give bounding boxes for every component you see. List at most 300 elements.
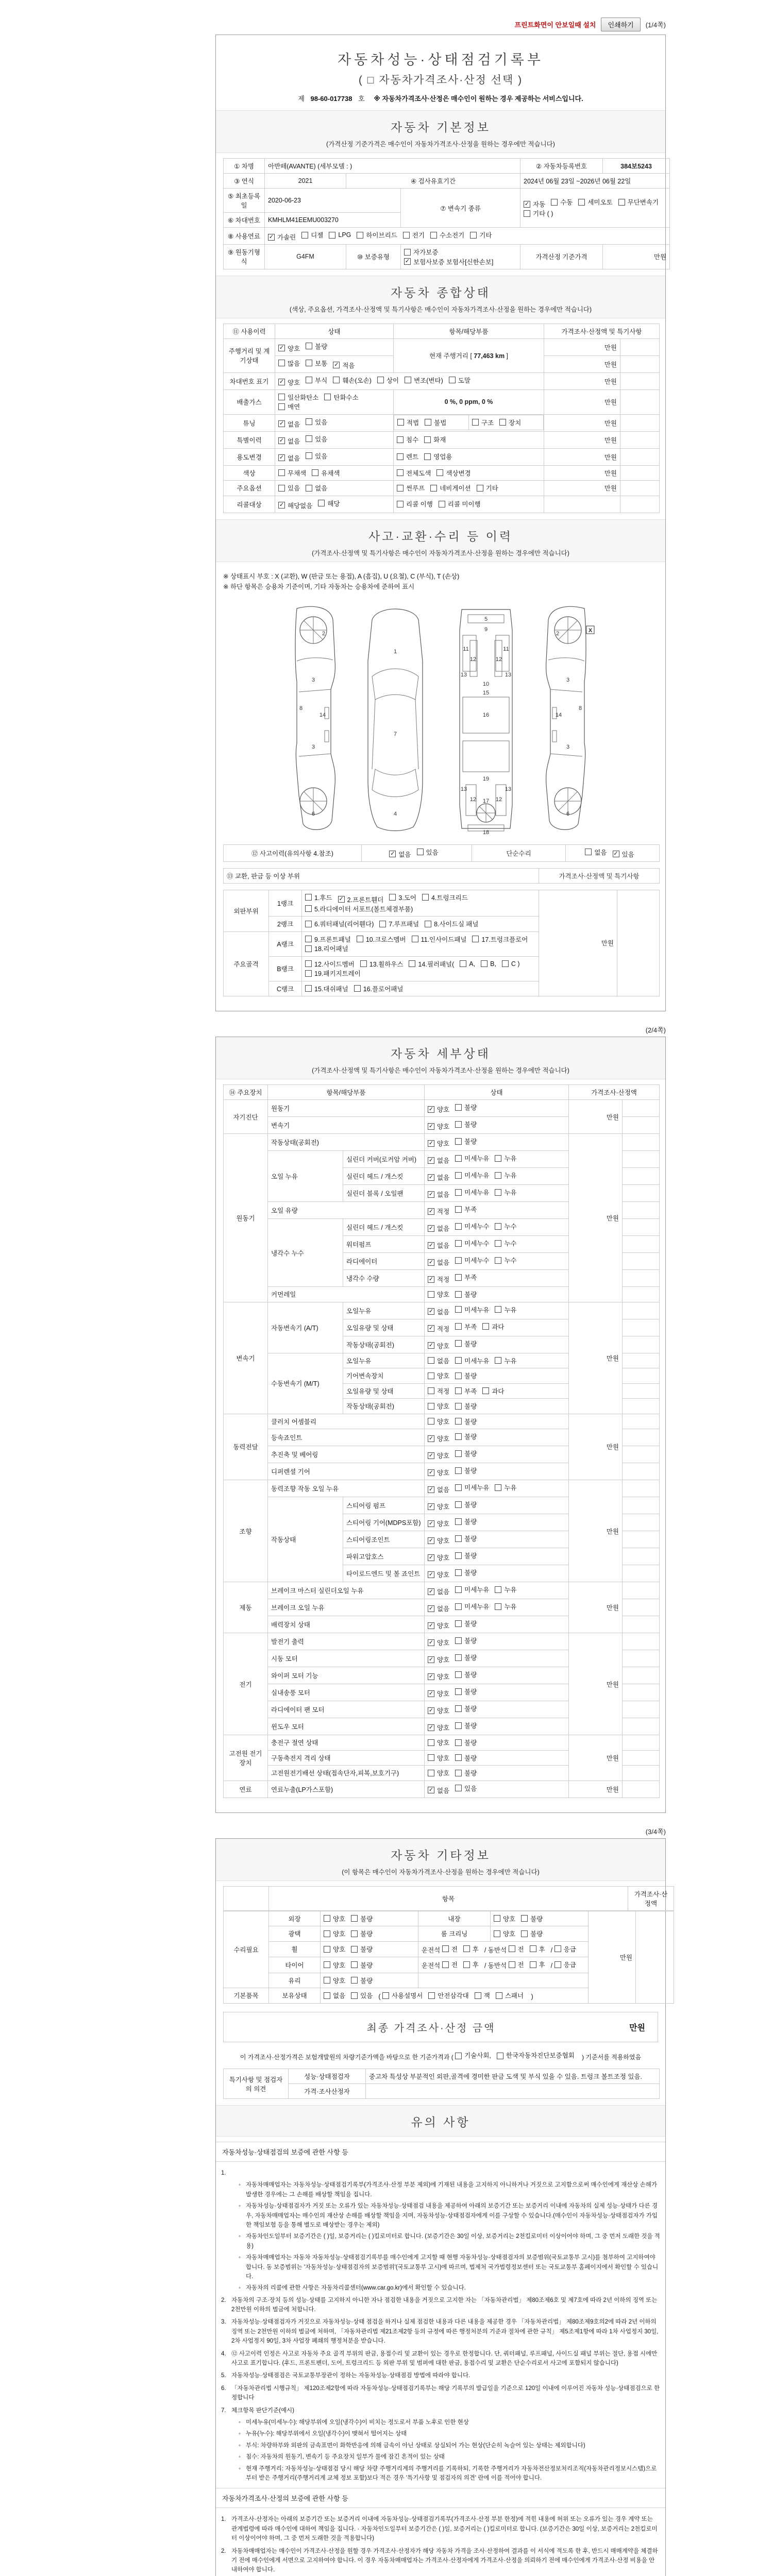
checkbox-icon[interactable]	[428, 1992, 435, 1999]
checkbox-option[interactable]	[481, 960, 496, 968]
checkbox-icon[interactable]	[530, 1961, 536, 1968]
checkbox-icon[interactable]	[455, 1770, 462, 1776]
checkbox-icon[interactable]	[455, 1223, 462, 1230]
checkbox-option[interactable]	[428, 1173, 449, 1182]
checkbox-option[interactable]	[428, 1341, 449, 1350]
checkbox-icon[interactable]	[306, 377, 312, 383]
checkbox-option[interactable]	[351, 1976, 373, 1985]
checkbox-icon[interactable]: ✓	[428, 1656, 434, 1663]
checkbox-icon[interactable]	[455, 1121, 462, 1128]
checkbox-option[interactable]	[455, 1273, 477, 1282]
checkbox-option[interactable]	[428, 1275, 449, 1284]
checkbox-option[interactable]	[428, 1122, 449, 1131]
checkbox-option[interactable]	[428, 1156, 449, 1165]
checkbox-option[interactable]	[357, 230, 397, 240]
checkbox-option[interactable]	[278, 344, 300, 353]
checkbox-icon[interactable]	[442, 1945, 449, 1952]
checkbox-icon[interactable]	[351, 1992, 358, 1999]
checkbox-option[interactable]	[351, 1944, 373, 1954]
checkbox-option[interactable]	[495, 1171, 516, 1180]
checkbox-icon[interactable]	[455, 1433, 462, 1440]
checkbox-icon[interactable]: ✓	[428, 1123, 434, 1129]
checkbox-option[interactable]	[428, 1502, 449, 1511]
checkbox-icon[interactable]	[422, 894, 429, 901]
checkbox-option[interactable]	[449, 376, 470, 385]
checkbox-option[interactable]	[428, 1553, 449, 1562]
checkbox-option[interactable]	[324, 1914, 345, 1923]
checkbox-option[interactable]	[278, 436, 300, 446]
checkbox-option[interactable]	[377, 376, 399, 385]
checkbox-option[interactable]	[428, 1655, 449, 1664]
checkbox-option[interactable]	[578, 197, 612, 207]
checkbox-option[interactable]	[306, 451, 327, 461]
checkbox-icon[interactable]	[306, 485, 312, 492]
checkbox-option[interactable]	[428, 1290, 449, 1299]
checkbox-option[interactable]	[428, 1105, 449, 1114]
checkbox-option[interactable]	[455, 1602, 489, 1611]
checkbox-icon[interactable]	[357, 232, 363, 239]
checkbox-option[interactable]	[455, 1205, 477, 1214]
checkbox-icon[interactable]	[495, 1155, 501, 1162]
checkbox-icon[interactable]: ✓	[428, 1554, 434, 1561]
checkbox-option[interactable]	[495, 1154, 516, 1163]
checkbox-option[interactable]	[455, 1687, 477, 1696]
install-notice-link[interactable]: 프린트화면이 안보일때 설치	[514, 21, 596, 29]
checkbox-option[interactable]	[351, 1929, 373, 1938]
checkbox-icon[interactable]: ✓	[334, 362, 339, 368]
checkbox-option[interactable]	[497, 2050, 575, 2061]
checkbox-option[interactable]	[442, 1960, 458, 1969]
checkbox-option[interactable]	[278, 468, 306, 478]
checkbox-icon[interactable]: ✓	[428, 1208, 434, 1214]
checkbox-icon[interactable]	[455, 1387, 462, 1394]
checkbox-icon[interactable]	[455, 1372, 462, 1379]
checkbox-option[interactable]	[455, 1784, 477, 1793]
checkbox-option[interactable]	[424, 452, 452, 461]
checkbox-icon[interactable]: ✓	[428, 1537, 434, 1544]
checkbox-icon[interactable]: ✓	[428, 1571, 434, 1578]
checkbox-icon[interactable]	[312, 469, 318, 476]
checkbox-icon[interactable]	[495, 1240, 501, 1247]
checkbox-option[interactable]	[455, 1568, 477, 1577]
checkbox-icon[interactable]	[278, 403, 285, 410]
checkbox-option[interactable]	[530, 1944, 545, 1954]
checkbox-icon[interactable]	[305, 905, 312, 912]
checkbox-icon[interactable]	[455, 1206, 462, 1213]
checkbox-icon[interactable]	[305, 985, 312, 992]
checkbox-option[interactable]	[495, 1602, 516, 1611]
checkbox-icon[interactable]	[351, 1961, 358, 1968]
checkbox-icon[interactable]	[578, 199, 585, 206]
checkbox-icon[interactable]	[530, 1945, 536, 1952]
checkbox-option[interactable]	[428, 1485, 449, 1494]
checkbox-icon[interactable]	[278, 469, 285, 476]
checkbox-option[interactable]	[455, 1721, 477, 1730]
checkbox-icon[interactable]	[436, 469, 443, 476]
checkbox-icon[interactable]	[389, 894, 396, 901]
checkbox-icon[interactable]: ✓	[428, 1225, 434, 1231]
checkbox-icon[interactable]	[460, 960, 466, 967]
checkbox-option[interactable]	[428, 1738, 449, 1747]
checkbox-icon[interactable]	[306, 418, 312, 425]
checkbox-icon[interactable]	[554, 1961, 561, 1968]
checkbox-option[interactable]	[495, 1222, 516, 1231]
checkbox-option[interactable]	[455, 1768, 477, 1777]
checkbox-icon[interactable]	[412, 936, 418, 942]
checkbox-option[interactable]	[455, 1386, 477, 1396]
checkbox-option[interactable]	[530, 1960, 545, 1969]
checkbox-option[interactable]	[455, 1154, 489, 1163]
checkbox-option[interactable]	[442, 1944, 458, 1954]
checkbox-icon[interactable]	[455, 1155, 462, 1162]
checkbox-icon[interactable]	[318, 500, 325, 506]
checkbox-option[interactable]	[305, 935, 351, 944]
checkbox-option[interactable]	[333, 361, 355, 370]
checkbox-icon[interactable]	[455, 1484, 462, 1491]
checkbox-icon[interactable]	[305, 921, 312, 927]
checkbox-option[interactable]	[460, 960, 475, 968]
checkbox-option[interactable]	[305, 969, 361, 978]
checkbox-option[interactable]	[428, 1371, 449, 1380]
checkbox-option[interactable]	[324, 1991, 345, 2000]
checkbox-icon[interactable]	[428, 1387, 434, 1394]
checkbox-icon[interactable]	[397, 469, 404, 476]
checkbox-option[interactable]	[278, 359, 300, 368]
checkbox-icon[interactable]	[482, 1323, 489, 1330]
checkbox-option[interactable]	[305, 984, 348, 993]
checkbox-icon[interactable]: ✓	[428, 1308, 434, 1314]
checkbox-icon[interactable]	[428, 1372, 434, 1379]
checkbox-icon[interactable]	[495, 1586, 501, 1593]
checkbox-option[interactable]	[472, 418, 494, 427]
checkbox-icon[interactable]	[424, 436, 431, 443]
checkbox-icon[interactable]	[324, 1961, 330, 1968]
checkbox-icon[interactable]	[495, 1257, 501, 1264]
checkbox-option[interactable]	[428, 1519, 449, 1528]
checkbox-option[interactable]	[455, 1636, 477, 1645]
checkbox-option[interactable]	[551, 197, 573, 207]
checkbox-icon[interactable]: ✓	[428, 1639, 434, 1646]
checkbox-icon[interactable]	[455, 1722, 462, 1729]
checkbox-option[interactable]	[278, 501, 312, 510]
checkbox-icon[interactable]	[455, 1450, 462, 1457]
checkbox-option[interactable]	[463, 1944, 479, 1954]
checkbox-option[interactable]	[428, 1604, 449, 1613]
checkbox-icon[interactable]	[455, 1306, 462, 1313]
checkbox-icon[interactable]	[333, 377, 340, 383]
checkbox-icon[interactable]	[455, 1688, 462, 1695]
checkbox-option[interactable]	[494, 1929, 515, 1938]
checkbox-option[interactable]	[455, 1483, 489, 1492]
checkbox-option[interactable]	[455, 1738, 477, 1747]
checkbox-icon[interactable]	[278, 485, 285, 492]
checkbox-icon[interactable]: ✓	[428, 1469, 434, 1476]
checkbox-option[interactable]	[351, 1960, 373, 1970]
checkbox-icon[interactable]	[306, 435, 312, 442]
checkbox-icon[interactable]	[524, 210, 530, 217]
checkbox-option[interactable]	[455, 1551, 477, 1560]
checkbox-option[interactable]	[455, 1401, 477, 1411]
checkbox-option[interactable]	[305, 919, 374, 928]
checkbox-icon[interactable]	[470, 232, 477, 239]
checkbox-icon[interactable]	[521, 1915, 528, 1922]
checkbox-option[interactable]	[397, 452, 418, 461]
checkbox-icon[interactable]: ✓	[279, 379, 284, 385]
checkbox-option[interactable]	[397, 435, 418, 444]
checkbox-option[interactable]	[470, 230, 492, 240]
checkbox-icon[interactable]	[397, 419, 404, 426]
checkbox-option[interactable]	[428, 1224, 449, 1233]
checkbox-option[interactable]	[455, 1339, 477, 1348]
checkbox-icon[interactable]: ✓	[428, 1325, 434, 1331]
checkbox-icon[interactable]: ✓	[428, 1140, 434, 1146]
print-button[interactable]: 인쇄하기	[601, 18, 640, 31]
checkbox-option[interactable]	[455, 2050, 491, 2061]
checkbox-icon[interactable]	[495, 1357, 501, 1364]
checkbox-icon[interactable]	[477, 485, 483, 492]
checkbox-option[interactable]	[422, 893, 468, 902]
checkbox-option[interactable]	[412, 935, 467, 944]
checkbox-icon[interactable]	[618, 199, 625, 206]
checkbox-option[interactable]	[428, 1689, 449, 1698]
checkbox-icon[interactable]	[301, 232, 308, 239]
checkbox-option[interactable]	[428, 1706, 449, 1715]
checkbox-icon[interactable]	[324, 1977, 330, 1984]
checkbox-icon[interactable]	[455, 1586, 462, 1593]
checkbox-option[interactable]	[430, 230, 464, 240]
checkbox-option[interactable]	[455, 1222, 489, 1231]
checkbox-icon[interactable]	[455, 1671, 462, 1678]
checkbox-icon[interactable]: ✓	[428, 1276, 434, 1282]
checkbox-option[interactable]	[428, 1638, 449, 1647]
checkbox-icon[interactable]	[472, 419, 479, 426]
checkbox-option[interactable]	[305, 904, 413, 913]
checkbox-icon[interactable]	[585, 849, 592, 855]
checkbox-icon[interactable]: ✓	[428, 1435, 434, 1442]
checkbox-option[interactable]	[475, 1991, 490, 2000]
checkbox-option[interactable]	[357, 935, 406, 944]
checkbox-option[interactable]	[554, 1944, 576, 1954]
checkbox-icon[interactable]	[306, 360, 312, 366]
checkbox-icon[interactable]	[455, 1603, 462, 1610]
checkbox-option[interactable]	[455, 1653, 477, 1662]
checkbox-icon[interactable]	[495, 1603, 501, 1610]
checkbox-icon[interactable]: ✓	[428, 1157, 434, 1163]
checkbox-icon[interactable]	[455, 1620, 462, 1627]
checkbox-option[interactable]	[389, 850, 411, 859]
checkbox-icon[interactable]	[397, 453, 404, 460]
checkbox-icon[interactable]	[482, 1387, 489, 1394]
checkbox-icon[interactable]	[455, 1291, 462, 1298]
checkbox-option[interactable]	[428, 1768, 449, 1777]
checkbox-option[interactable]	[318, 499, 340, 508]
checkbox-icon[interactable]	[495, 1223, 501, 1230]
checkbox-option[interactable]	[463, 1960, 479, 1969]
checkbox-option[interactable]	[354, 984, 404, 993]
checkbox-icon[interactable]	[357, 936, 363, 942]
checkbox-option[interactable]	[428, 1258, 449, 1267]
checkbox-icon[interactable]	[305, 936, 312, 942]
checkbox-icon[interactable]: ✓	[428, 1106, 434, 1112]
checkbox-icon[interactable]	[351, 1946, 358, 1953]
checkbox-icon[interactable]	[494, 1915, 500, 1922]
checkbox-option[interactable]	[455, 1103, 477, 1112]
checkbox-icon[interactable]: ✓	[279, 437, 284, 444]
checkbox-icon[interactable]	[305, 970, 312, 977]
checkbox-icon[interactable]	[306, 452, 312, 459]
checkbox-option[interactable]	[494, 1914, 515, 1923]
checkbox-option[interactable]	[509, 1944, 524, 1954]
checkbox-option[interactable]	[455, 1534, 477, 1543]
checkbox-icon[interactable]	[554, 1945, 561, 1952]
checkbox-icon[interactable]	[351, 1977, 358, 1984]
checkbox-icon[interactable]: ✓	[268, 233, 274, 240]
checkbox-icon[interactable]	[424, 453, 431, 460]
checkbox-option[interactable]	[324, 1960, 345, 1970]
checkbox-option[interactable]	[521, 1914, 543, 1923]
checkbox-option[interactable]	[351, 1914, 373, 1923]
checkbox-option[interactable]	[305, 959, 355, 969]
checkbox-option[interactable]	[428, 1468, 449, 1477]
checkbox-icon[interactable]: ✓	[339, 896, 344, 902]
checkbox-option[interactable]	[455, 1290, 477, 1299]
checkbox-icon[interactable]: ✓	[279, 454, 284, 461]
checkbox-option[interactable]	[455, 1356, 489, 1365]
checkbox-icon[interactable]	[428, 1739, 434, 1746]
checkbox-option[interactable]	[278, 393, 318, 402]
checkbox-icon[interactable]	[360, 960, 367, 967]
checkbox-icon[interactable]	[455, 1104, 462, 1111]
checkbox-icon[interactable]: ✓	[428, 1342, 434, 1348]
checkbox-option[interactable]	[482, 1386, 504, 1396]
checkbox-option[interactable]	[613, 850, 634, 859]
checkbox-option[interactable]	[278, 402, 300, 411]
checkbox-option[interactable]	[306, 359, 327, 368]
checkbox-option[interactable]	[333, 376, 372, 385]
checkbox-option[interactable]	[455, 1449, 477, 1458]
checkbox-icon[interactable]	[354, 985, 361, 992]
checkbox-icon[interactable]	[455, 1637, 462, 1644]
checkbox-option[interactable]	[472, 935, 528, 944]
checkbox-option[interactable]	[324, 1944, 345, 1954]
checkbox-icon[interactable]	[278, 394, 285, 400]
checkbox-option[interactable]	[324, 1976, 345, 1985]
checkbox-icon[interactable]	[509, 1945, 515, 1952]
checkbox-option[interactable]	[495, 1256, 516, 1265]
checkbox-icon[interactable]: ✓	[428, 1242, 434, 1248]
checkbox-option[interactable]	[509, 1960, 524, 1969]
checkbox-icon[interactable]: ✓	[428, 1707, 434, 1714]
checkbox-option[interactable]	[389, 893, 416, 902]
checkbox-option[interactable]	[428, 1190, 449, 1199]
checkbox-icon[interactable]: ✓	[428, 1191, 434, 1197]
checkbox-icon[interactable]: ✓	[428, 1724, 434, 1731]
checkbox-icon[interactable]	[306, 343, 312, 349]
checkbox-icon[interactable]	[397, 436, 404, 443]
checkbox-icon[interactable]	[278, 360, 285, 366]
checkbox-icon[interactable]	[428, 1291, 434, 1298]
checkbox-icon[interactable]: ✓	[428, 1503, 434, 1510]
checkbox-option[interactable]	[496, 1991, 524, 2000]
checkbox-option[interactable]	[425, 919, 478, 928]
checkbox-icon[interactable]: ✓	[428, 1259, 434, 1265]
checkbox-icon[interactable]: ✓	[428, 1588, 434, 1595]
checkbox-option[interactable]	[554, 1960, 576, 1969]
checkbox-option[interactable]	[379, 919, 419, 928]
checkbox-option[interactable]	[439, 499, 481, 509]
checkbox-option[interactable]	[618, 197, 659, 207]
checkbox-icon[interactable]	[442, 1961, 449, 1968]
checkbox-icon[interactable]	[455, 1785, 462, 1791]
checkbox-option[interactable]	[430, 483, 470, 493]
checkbox-option[interactable]	[455, 1120, 477, 1129]
checkbox-icon[interactable]: ✓	[428, 1486, 434, 1493]
checkbox-icon[interactable]	[305, 945, 312, 952]
checkbox-icon[interactable]	[455, 1739, 462, 1746]
checkbox-icon[interactable]	[404, 249, 411, 256]
checkbox-option[interactable]	[495, 1483, 516, 1492]
checkbox-icon[interactable]	[455, 1357, 462, 1364]
checkbox-icon[interactable]: ✓	[428, 1690, 434, 1697]
checkbox-option[interactable]	[329, 231, 351, 239]
checkbox-option[interactable]	[404, 247, 438, 257]
checkbox-option[interactable]	[425, 418, 446, 427]
checkbox-option[interactable]	[428, 1434, 449, 1443]
checkbox-icon[interactable]: ✓	[279, 345, 284, 351]
checkbox-option[interactable]	[455, 1466, 477, 1475]
checkbox-option[interactable]	[428, 1672, 449, 1681]
checkbox-option[interactable]	[428, 1451, 449, 1460]
checkbox-option[interactable]	[428, 1786, 449, 1795]
checkbox-icon[interactable]	[499, 419, 506, 426]
checkbox-option[interactable]	[495, 1188, 516, 1197]
checkbox-option[interactable]	[585, 848, 607, 857]
checkbox-option[interactable]	[428, 1139, 449, 1148]
checkbox-icon[interactable]	[305, 894, 312, 901]
checkbox-option[interactable]	[278, 483, 300, 493]
checkbox-option[interactable]	[502, 960, 520, 968]
checkbox-option[interactable]	[455, 1704, 477, 1713]
checkbox-option[interactable]	[278, 419, 300, 429]
checkbox-option[interactable]	[524, 209, 553, 218]
checkbox-icon[interactable]	[455, 1323, 462, 1330]
checkbox-option[interactable]	[403, 230, 425, 240]
checkbox-icon[interactable]	[351, 1930, 358, 1937]
checkbox-icon[interactable]	[455, 1138, 462, 1145]
checkbox-icon[interactable]	[455, 1274, 462, 1281]
checkbox-option[interactable]	[305, 893, 332, 902]
checkbox-option[interactable]	[428, 1417, 449, 1426]
checkbox-icon[interactable]	[439, 501, 445, 507]
checkbox-icon[interactable]	[455, 1501, 462, 1508]
checkbox-option[interactable]	[455, 1137, 477, 1146]
checkbox-icon[interactable]	[324, 1992, 330, 1999]
checkbox-option[interactable]	[428, 1570, 449, 1579]
checkbox-option[interactable]	[428, 1241, 449, 1250]
checkbox-option[interactable]	[397, 468, 431, 478]
checkbox-option[interactable]	[306, 434, 327, 444]
checkbox-icon[interactable]	[495, 1484, 501, 1491]
checkbox-option[interactable]	[324, 393, 358, 402]
checkbox-option[interactable]	[455, 1500, 477, 1509]
checkbox-option[interactable]	[436, 468, 470, 478]
checkbox-icon[interactable]	[495, 1189, 501, 1196]
checkbox-option[interactable]	[428, 1207, 449, 1216]
checkbox-option[interactable]	[397, 418, 419, 427]
checkbox-option[interactable]	[405, 376, 443, 385]
checkbox-option[interactable]	[455, 1256, 489, 1265]
checkbox-option[interactable]	[455, 1322, 477, 1331]
